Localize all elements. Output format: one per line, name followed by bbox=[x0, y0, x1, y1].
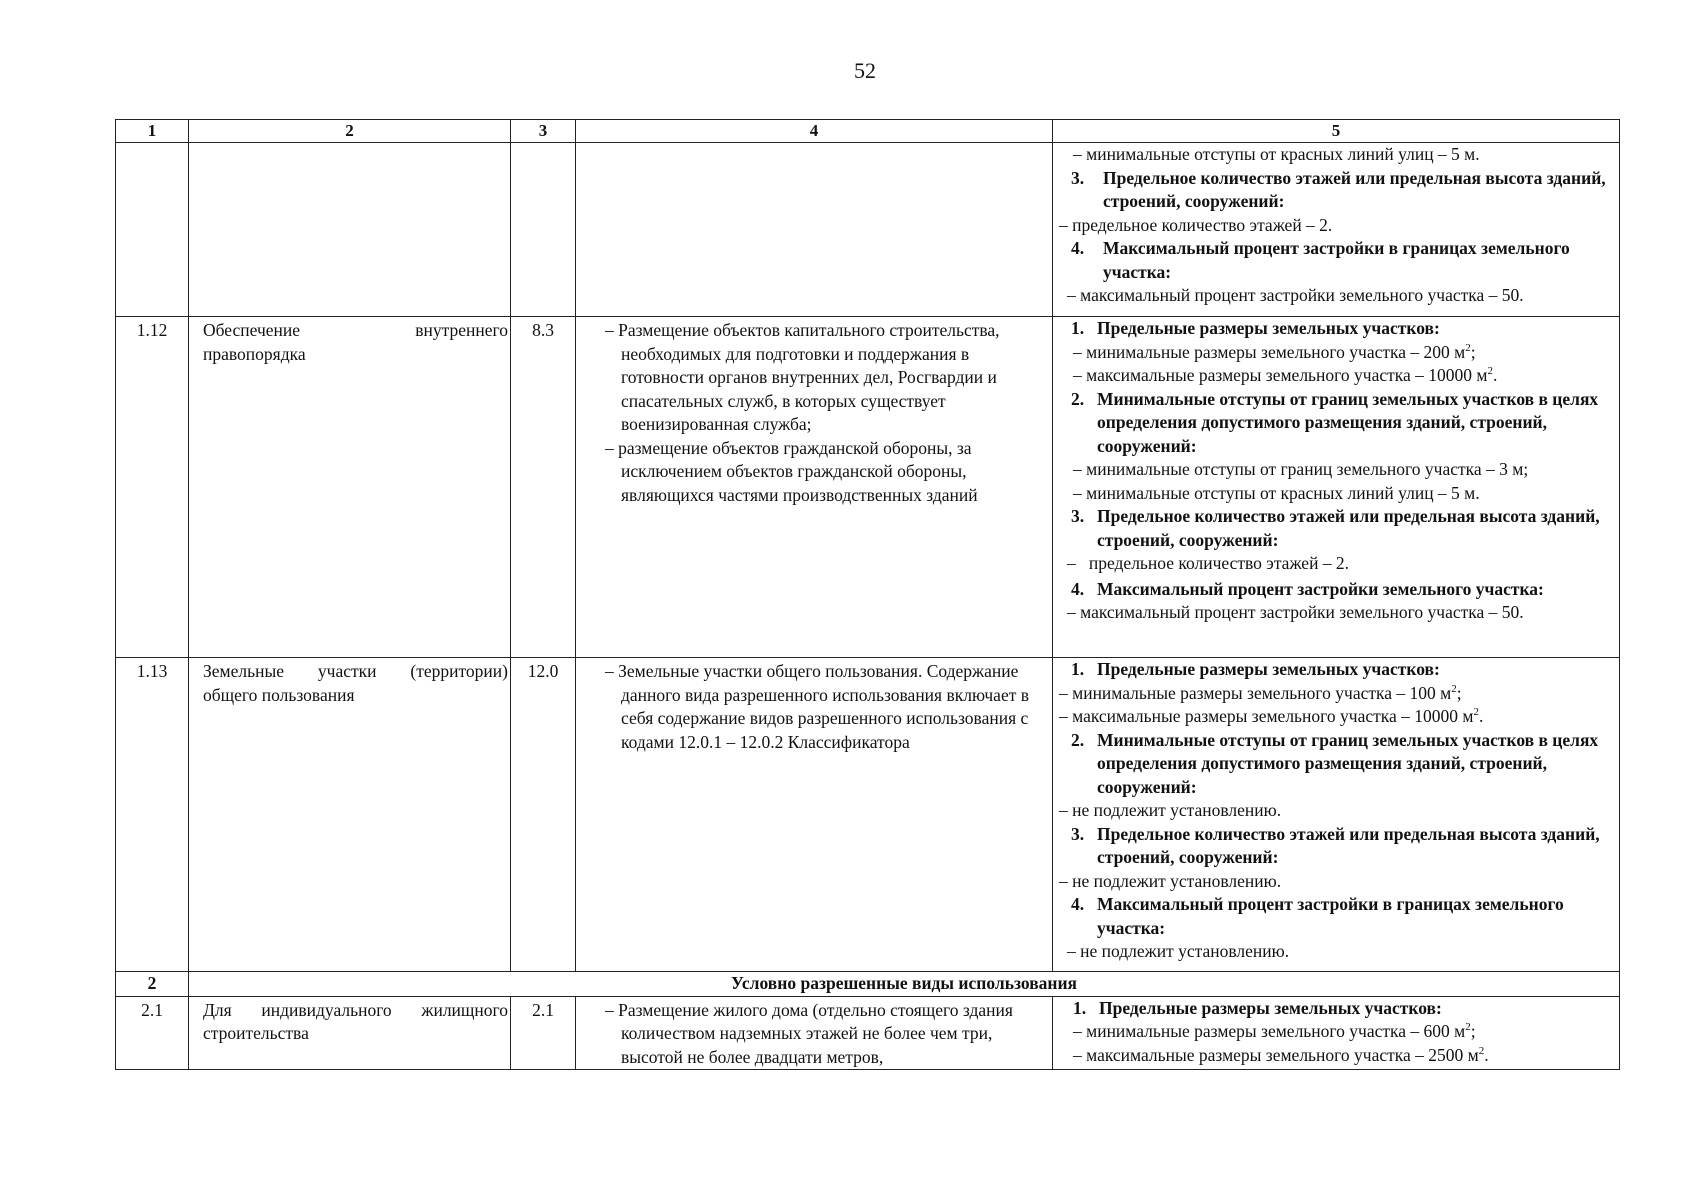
parameters-cell bbox=[1053, 658, 1620, 972]
use-code: 2.1 bbox=[511, 996, 576, 1070]
table-row-1-12 bbox=[116, 317, 1620, 658]
list-item: – размещение объектов гражданской обороны, за исключением объектов гражданской обороны, являющихся частями производственных зданий bbox=[605, 437, 978, 505]
regulations-table bbox=[115, 119, 1620, 1070]
list-item: – Земельные участки общего пользования. Содержание данного вида разрешенного использования включает в себя содержание видов разрешенного использования с кодами 12.0.1 – 12.0.2 Классификатора bbox=[605, 661, 1030, 752]
list-item: – Размещение объектов капитального строительства, необходимых для подготовки и поддержания в готовности органов внутренних дел, Росгвардии и спасательных служб, в которых существует военизированная служба; bbox=[605, 320, 1000, 434]
list-item: – Размещение жилого дома (отдельно стоящего здания количеством надземных этажей не более чем три, высотой не более двадцати метров, bbox=[605, 999, 1013, 1067]
list-item: – предельное количество этажей – 2. bbox=[1059, 214, 1333, 235]
use-description bbox=[576, 658, 1053, 972]
list-item: – минимальные отступы от красных линий улиц – 5 м. bbox=[1073, 144, 1480, 164]
header-col-2: 2 bbox=[189, 120, 511, 143]
list-item: – максимальный процент застройки земельного участка – 50. bbox=[1067, 285, 1524, 305]
section-title: Условно разрешенные виды использования bbox=[189, 972, 1620, 997]
row-number: 1.13 bbox=[116, 658, 189, 972]
parameters-cell bbox=[1053, 317, 1620, 658]
section-heading: 1. Предельные размеры земельных участков: bbox=[1073, 997, 1442, 1018]
row-number: 2.1 bbox=[116, 996, 189, 1070]
page-number: 52 bbox=[854, 58, 876, 83]
section-heading: 1. Предельные размеры земельных участков: bbox=[1071, 318, 1440, 338]
list-item: – минимальные отступы от красных линий улиц – 5 м. bbox=[1073, 482, 1480, 503]
table-row-2-1 bbox=[116, 996, 1620, 1070]
row-number: 1.12 bbox=[116, 317, 189, 658]
table-row-continuation bbox=[116, 143, 1620, 317]
header-col-1: 1 bbox=[116, 120, 189, 143]
section-row-2 bbox=[116, 972, 1620, 997]
list-item: – максимальные размеры земельного участка – 10000 $м^2$. bbox=[1073, 365, 1498, 385]
list-item: – минимальные размеры земельного участка – 100 $м^2$; bbox=[1059, 682, 1462, 703]
list-item: – не подлежит установлению. bbox=[1059, 800, 1282, 820]
header-col-3: 3 bbox=[511, 120, 576, 143]
list-item: – максимальные размеры земельного участка – 2500 $м^2$. bbox=[1073, 1044, 1489, 1065]
list-item: – минимальные отступы от границ земельного участка – 3 м; bbox=[1073, 459, 1529, 479]
use-code: 12.0 bbox=[511, 658, 576, 972]
section-heading: 3. Предельное количество этажей или предельная высота зданий, строений, сооружений: bbox=[1071, 823, 1600, 867]
use-description bbox=[576, 317, 1053, 658]
list-item: – минимальные размеры земельного участка – 600 $м^2$; bbox=[1073, 1021, 1476, 1041]
section-number: 2 bbox=[116, 972, 189, 997]
table-row-1-13 bbox=[116, 658, 1620, 972]
section-heading: 4. Максимальный процент застройки в границах земельного участка: bbox=[1071, 238, 1570, 282]
section-heading: 3. Предельное количество этажей или предельная высота зданий, строений, сооружений: bbox=[1071, 506, 1600, 550]
use-description bbox=[576, 996, 1053, 1070]
section-heading: 4. Максимальный процент застройки земельного участка: bbox=[1071, 578, 1544, 599]
list-item: – не подлежит установлению. bbox=[1067, 941, 1290, 961]
list-item: – максимальные размеры земельного участка – 10000 $м^2$. bbox=[1059, 706, 1484, 726]
section-heading: 1. Предельные размеры земельных участков: bbox=[1071, 659, 1440, 679]
list-item: – минимальные размеры земельного участка – 200 $м^2$; bbox=[1073, 341, 1476, 362]
use-name: Земельные участки (территории) общего пользования bbox=[189, 658, 511, 972]
use-code: 8.3 bbox=[511, 317, 576, 658]
header-col-5: 5 bbox=[1053, 120, 1620, 143]
section-heading: 2. Минимальные отступы от границ земельных участков в целях определения допустимого размещения зданий, строений, сооружений: bbox=[1071, 729, 1599, 797]
use-name: Обеспечение внутреннего правопорядка bbox=[189, 317, 511, 658]
use-name: Для индивидуального жилищного строительства bbox=[189, 996, 511, 1070]
parameters-cell bbox=[1053, 996, 1620, 1070]
section-heading: 3. Предельное количество этажей или предельная высота зданий, строений, сооружений: bbox=[1071, 167, 1606, 211]
list-item: – максимальный процент застройки земельного участка – 50. bbox=[1067, 602, 1524, 622]
section-heading: 2. Минимальные отступы от границ земельных участков в целях определения допустимого размещения зданий, строений, сооружений: bbox=[1071, 388, 1599, 456]
table-header-row bbox=[116, 120, 1620, 143]
list-item: – предельное количество этажей – 2. bbox=[1067, 553, 1350, 573]
header-col-4: 4 bbox=[576, 120, 1053, 143]
list-item: – не подлежит установлению. bbox=[1059, 870, 1282, 891]
section-heading: 4. Максимальный процент застройки в границах земельного участка: bbox=[1071, 894, 1564, 938]
parameters-cell bbox=[1053, 143, 1620, 317]
